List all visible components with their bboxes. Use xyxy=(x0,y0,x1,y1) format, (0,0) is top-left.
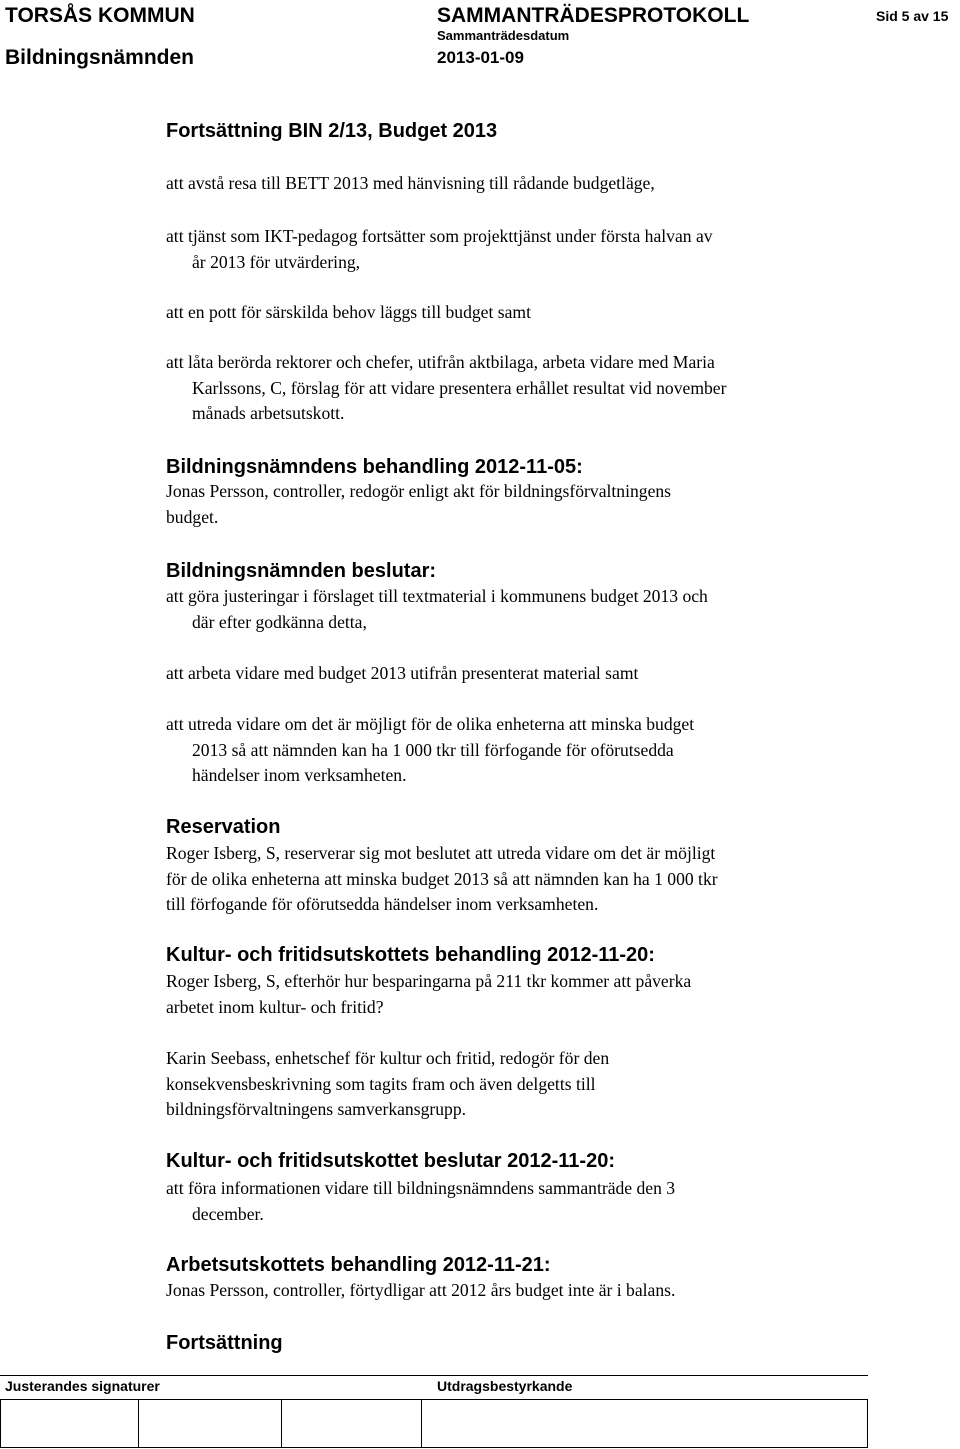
signature-box-border xyxy=(0,1399,1,1447)
committee-name: Bildningsnämnden xyxy=(5,46,194,69)
section-heading: Reservation xyxy=(166,816,281,838)
text-line: att avstå resa till BETT 2013 med hänvisning till rådande budgetläge, xyxy=(166,173,655,193)
extract-certification-label: Utdragsbestyrkande xyxy=(437,1378,573,1394)
text-paragraph xyxy=(166,1278,886,1304)
text-line: att arbeta vidare med budget 2013 utifrån presenterat material samt xyxy=(166,663,639,683)
text-line: Jonas Persson, controller, förtydligar att 2012 års budget inte är i balans. xyxy=(166,1280,676,1300)
section-heading: Kultur- och fritidsutskottet beslutar 2012-11-20: xyxy=(166,1150,615,1172)
text-line: Karin Seebass, enhetschef för kultur och fritid, redogör för den xyxy=(166,1048,610,1068)
text-line: konsekvensbeskrivning som tagits fram och även delgetts till xyxy=(166,1073,596,1094)
text-line: december. xyxy=(192,1203,264,1224)
text-line: till förfogande för oförutsedda händelser inom verksamheten. xyxy=(166,894,599,915)
decision-paragraph xyxy=(166,712,886,789)
text-line: Roger Isberg, S, efterhör hur besparingarna på 211 tkr kommer att påverka xyxy=(166,971,692,991)
text-line: att en pott för särskilda behov läggs till budget samt xyxy=(166,302,532,322)
text-line: år 2013 för utvärdering, xyxy=(192,251,361,272)
page-number: Sid 5 av 15 xyxy=(876,8,949,24)
text-paragraph xyxy=(166,969,886,1020)
text-line: att föra informationen vidare till bildningsnämndens sammanträde den 3 xyxy=(166,1178,676,1198)
text-line: månads arbetsutskott. xyxy=(192,403,345,424)
text-line: budget. xyxy=(166,506,219,527)
signature-box-border xyxy=(281,1399,282,1447)
decision-paragraph xyxy=(166,1176,886,1227)
decision-paragraph xyxy=(166,224,886,275)
footer-divider xyxy=(0,1375,868,1376)
decision-paragraph xyxy=(166,300,886,326)
text-line: 2013 så att nämnden kan ha 1 000 tkr till förfogande för oförutsedda xyxy=(192,739,674,760)
decision-paragraph xyxy=(166,584,886,635)
section-heading: Kultur- och fritidsutskottets behandling 2012-11-20: xyxy=(166,944,655,966)
signature-box-border xyxy=(867,1399,868,1447)
text-line: att låta berörda rektorer och chefer, utifrån aktbilaga, arbeta vidare med Maria xyxy=(166,352,715,372)
footer-divider xyxy=(0,1447,868,1448)
text-line: Jonas Persson, controller, redogör enligt akt för bildningsförvaltningens xyxy=(166,481,672,501)
text-line: arbetet inom kultur- och fritid? xyxy=(166,996,384,1017)
meeting-date: 2013-01-09 xyxy=(437,48,524,67)
organization-name: TORSÅS KOMMUN xyxy=(5,4,195,27)
signatures-label: Justerandes signaturer xyxy=(5,1378,160,1394)
text-line: bildningsförvaltningens samverkansgrupp. xyxy=(166,1099,467,1120)
continuation-heading: Fortsättning xyxy=(166,1332,283,1354)
text-line: att utreda vidare om det är möjligt för de olika enheterna att minska budget xyxy=(166,714,695,734)
text-line: där efter godkänna detta, xyxy=(192,611,367,632)
section-heading: Bildningsnämndens behandling 2012-11-05: xyxy=(166,456,583,478)
section-heading: Arbetsutskottets behandling 2012-11-21: xyxy=(166,1254,551,1276)
text-paragraph xyxy=(166,841,886,918)
protocol-title: SAMMANTRÄDESPROTOKOLL xyxy=(437,4,750,27)
footer-divider xyxy=(0,1399,868,1400)
text-line: att göra justeringar i förslaget till textmaterial i kommunens budget 2013 och xyxy=(166,586,708,606)
text-line: för de olika enheterna att minska budget 2013 så att nämnden kan ha 1 000 tkr xyxy=(166,868,718,889)
text-line: händelser inom verksamheten. xyxy=(192,765,407,786)
section-title: Fortsättning BIN 2/13, Budget 2013 xyxy=(166,120,498,142)
text-line: Karlssons, C, förslag för att vidare presentera erhållet resultat vid november xyxy=(192,377,727,398)
signature-box-border xyxy=(421,1399,422,1447)
signature-box-border xyxy=(138,1399,139,1447)
text-paragraph xyxy=(166,1046,886,1123)
text-line: Roger Isberg, S, reserverar sig mot beslutet att utreda vidare om det är möjligt xyxy=(166,843,716,863)
decision-paragraph xyxy=(166,350,886,427)
text-line: att tjänst som IKT-pedagog fortsätter som projekttjänst under första halvan av xyxy=(166,226,713,246)
decision-paragraph xyxy=(166,661,886,687)
decision-paragraph xyxy=(166,171,886,197)
text-paragraph xyxy=(166,479,886,530)
meeting-date-label: Sammanträdesdatum xyxy=(437,28,570,43)
section-heading: Bildningsnämnden beslutar: xyxy=(166,560,437,582)
